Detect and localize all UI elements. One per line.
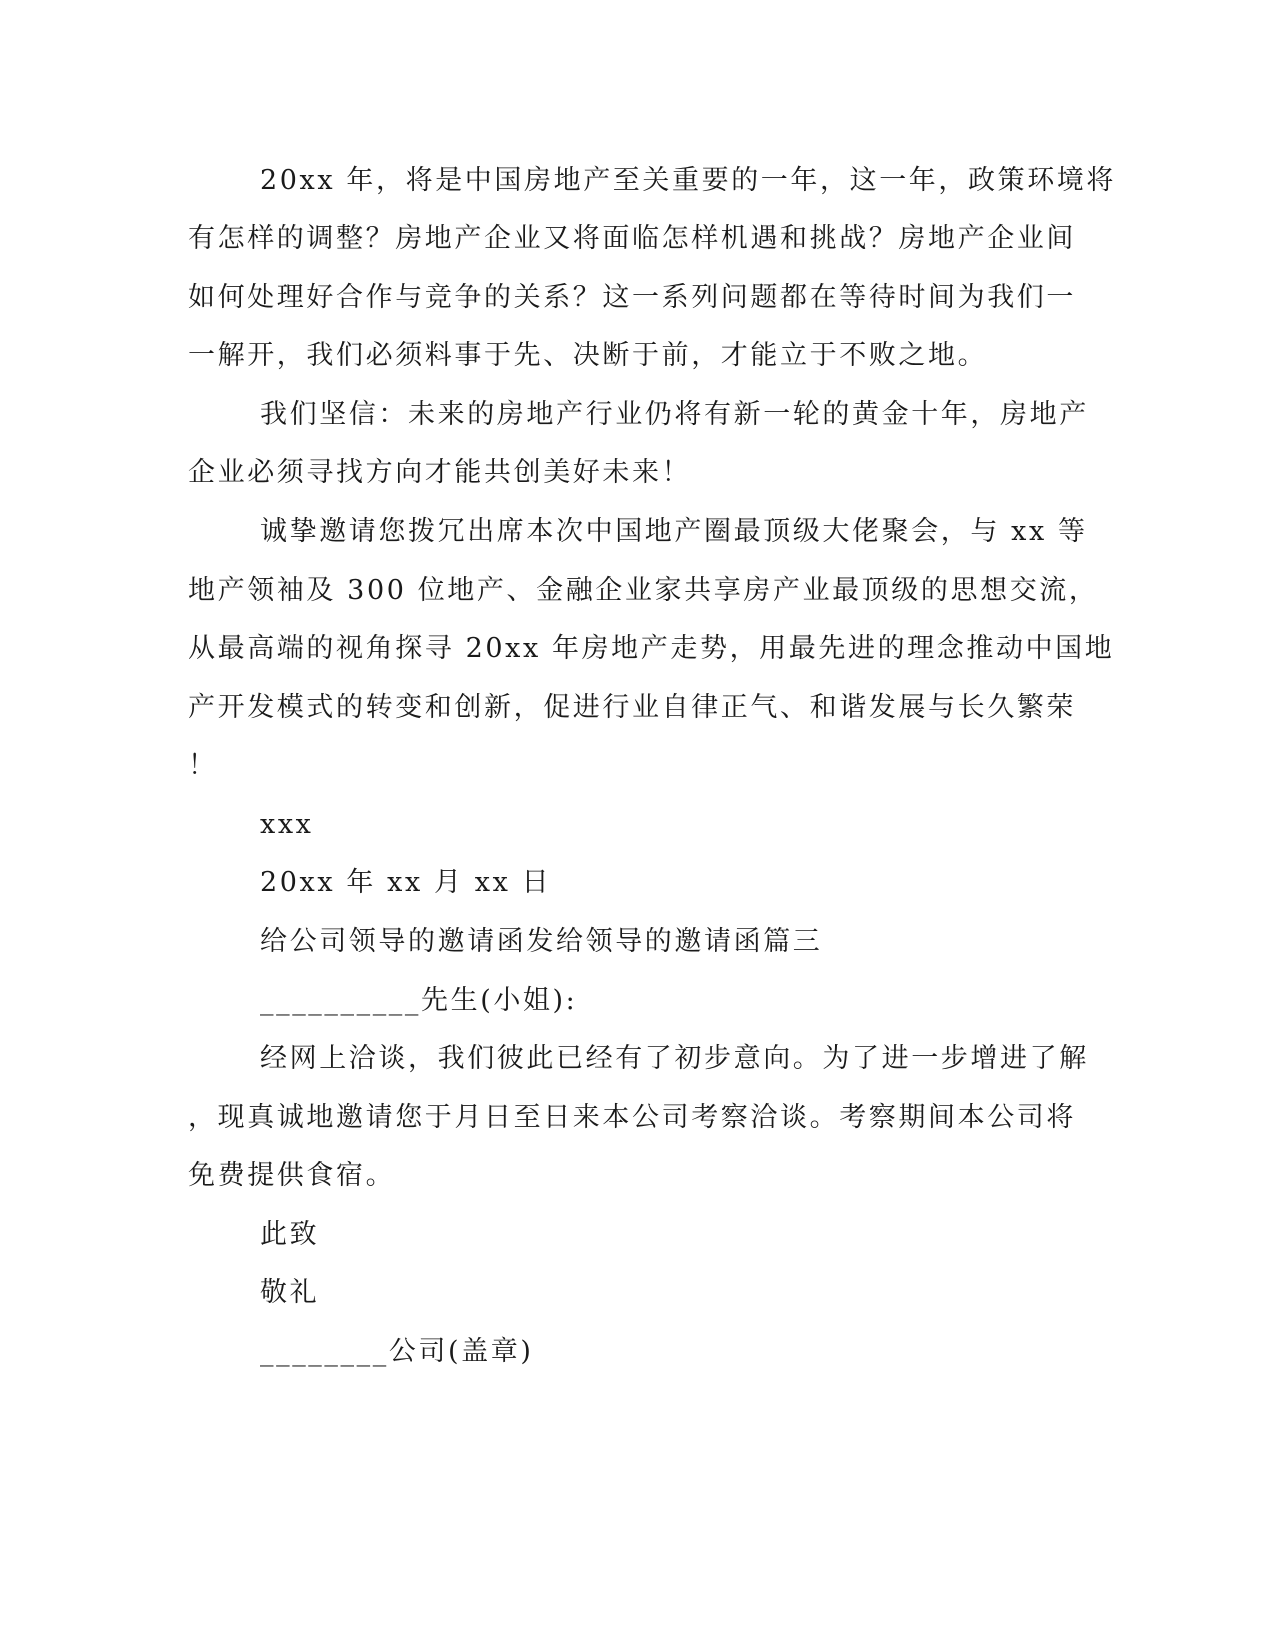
paragraph-4-line-1: 经网上洽谈，我们彼此已经有了初步意向。为了进一步增进了解: [260, 1043, 1089, 1074]
paragraph-3-line-2: 地产领袖及 300 位地产、金融企业家共享房产业最顶级的思想交流，: [188, 575, 1099, 606]
closing-line-2: 敬礼: [260, 1277, 320, 1308]
paragraph-3-line-3: 从最高端的视角探寻 20xx 年房地产走势，用最先进的理念推动中国地: [188, 633, 1115, 664]
salutation: __________先生(小姐):: [260, 985, 578, 1016]
paragraph-1-line-4: 一解开，我们必须料事于先、决断于前，才能立于不败之地。: [188, 340, 988, 371]
paragraph-4-line-2: ，现真诚地邀请您于月日至日来本公司考察洽谈。考察期间本公司将: [188, 1102, 1076, 1133]
paragraph-4-line-3: 免费提供食宿。: [188, 1160, 396, 1191]
company-seal-line: ________公司(盖章): [260, 1336, 534, 1367]
paragraph-1-line-2: 有怎样的调整？房地产企业又将面临怎样机遇和挑战？房地产企业间: [188, 223, 1076, 254]
closing-line-1: 此致: [260, 1219, 320, 1250]
paragraph-1-line-3: 如何处理好合作与竞争的关系？这一系列问题都在等待时间为我们一: [188, 282, 1076, 313]
paragraph-3-line-4: 产开发模式的转变和创新，促进行业自律正气、和谐发展与长久繁荣: [188, 692, 1076, 723]
section-title: 给公司领导的邀请函发给领导的邀请函篇三: [260, 926, 823, 957]
paragraph-3-line-1: 诚挚邀请您拨冗出席本次中国地产圈最顶级大佬聚会，与 xx 等: [260, 516, 1088, 547]
paragraph-2-line-1: 我们坚信：未来的房地产行业仍将有新一轮的黄金十年，房地产: [260, 399, 1089, 430]
paragraph-1-line-1: 20xx 年，将是中国房地产至关重要的一年，这一年，政策环境将: [260, 165, 1116, 196]
signature-date: 20xx 年 xx 月 xx 日: [260, 867, 552, 898]
signature-name: xxx: [260, 809, 314, 840]
paragraph-2-line-2: 企业必须寻找方向才能共创美好未来！: [188, 457, 692, 488]
paragraph-3-line-5: ！: [188, 750, 218, 781]
